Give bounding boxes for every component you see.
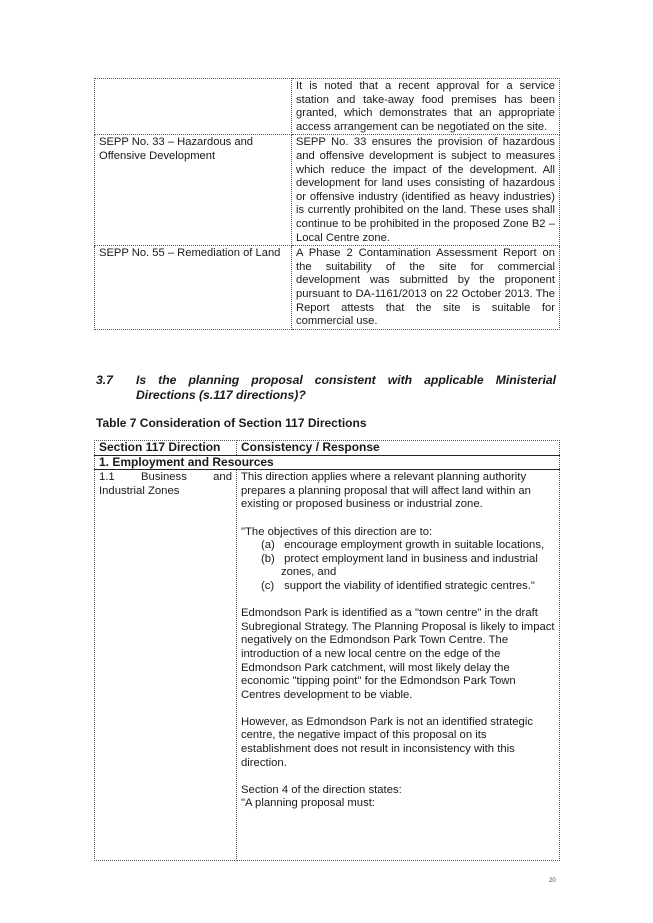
direction-word: and xyxy=(213,471,232,484)
table-row xyxy=(95,470,560,861)
response-cell xyxy=(237,470,560,861)
response-paragraph: This direction applies where a relevant planning authority prepares a planning proposal that will affect land within an existing or proposed business or industrial zone. xyxy=(241,471,531,511)
section-number: 3.7 xyxy=(96,373,113,387)
sepp-response-cell: It is noted that a recent approval for a service station and take-away food premises has been granted, which demonstrates that an appropriate access arrangement can be negotiated on the site. xyxy=(292,79,560,135)
response-paragraph: However, as Edmondson Park is not an identified strategic centre, the negative impact of this proposal on its establishment does not result in inconsistency with this direction. xyxy=(241,715,533,769)
group-title: 1. Employment and Resources xyxy=(95,455,560,470)
objectives-list xyxy=(241,539,555,593)
table-row xyxy=(95,79,560,135)
sepp-response-cell: SEPP No. 33 ensures the provision of hazardous and offensive development is subject to measures which reduce the impact of the development. All development for land uses consisting of hazardous or offensive industry (identified as heavy industries) is currently prohibited on the land. These uses shall continue to be prohibited in the proposed Zone B2 – Local Centre zone. xyxy=(292,135,560,246)
sepp-table xyxy=(94,78,560,330)
objectives-intro: "The objectives of this direction are to: xyxy=(241,525,433,538)
sepp-response-cell: A Phase 2 Contamination Assessment Report on the suitability of the site for commercial development was submitted by the proponent pursuant to DA-1161/2013 on 22 October 2013. The Report attests that the site is suitable for commercial use. xyxy=(292,246,560,330)
section-title xyxy=(136,373,556,403)
table-group-row xyxy=(95,455,560,470)
list-text: protect employment land in business and industrial zones, and xyxy=(281,552,538,579)
section-title-line-2: Directions (s.117 directions)? xyxy=(136,388,306,402)
direction-first-line xyxy=(99,471,232,485)
sepp-name-cell: SEPP No. 33 – Hazardous and Offensive Development xyxy=(95,135,292,246)
table-caption: Table 7 Consideration of Section 117 Directions xyxy=(96,416,367,430)
table-row xyxy=(95,135,560,246)
sepp-name-cell xyxy=(95,79,292,135)
column-header: Section 117 Direction xyxy=(95,441,237,456)
page-number: 20 xyxy=(549,878,556,884)
direction-word: Business xyxy=(141,471,187,484)
table-header-row xyxy=(95,441,560,456)
list-label: (a) xyxy=(261,539,275,552)
table-row xyxy=(95,246,560,330)
response-paragraph: "A planning proposal must: xyxy=(241,797,376,810)
response-paragraph: Section 4 of the direction states: xyxy=(241,783,402,796)
section-title-line-1: Is the planning proposal consistent with applicable Ministerial xyxy=(136,373,556,387)
list-text: encourage employment growth in suitable locations, xyxy=(284,539,545,552)
direction-number: 1.1 xyxy=(99,471,115,484)
column-header: Consistency / Response xyxy=(237,441,560,456)
list-item xyxy=(241,553,555,580)
section-heading xyxy=(96,373,556,403)
list-item xyxy=(241,580,555,594)
list-text: support the viability of identified strategic centres." xyxy=(284,579,535,592)
list-item xyxy=(241,539,555,553)
direction-cell xyxy=(95,470,237,861)
response-paragraph: Edmondson Park is identified as a "town centre" in the draft Subregional Strategy. The Planning Proposal is likely to impact negatively on the Edmondson Park Town Centre. The introduction of a new local centre on the edge of the Edmondson Park catchment, will most likely delay the economic "tipping point" for the Edmondson Park Town Centres development to be viable. xyxy=(241,607,555,701)
direction-second-line: Industrial Zones xyxy=(99,484,180,497)
list-label: (c) xyxy=(261,579,275,592)
section-117-table xyxy=(94,440,560,861)
sepp-name-cell: SEPP No. 55 – Remediation of Land xyxy=(95,246,292,330)
list-label: (b) xyxy=(261,552,275,565)
